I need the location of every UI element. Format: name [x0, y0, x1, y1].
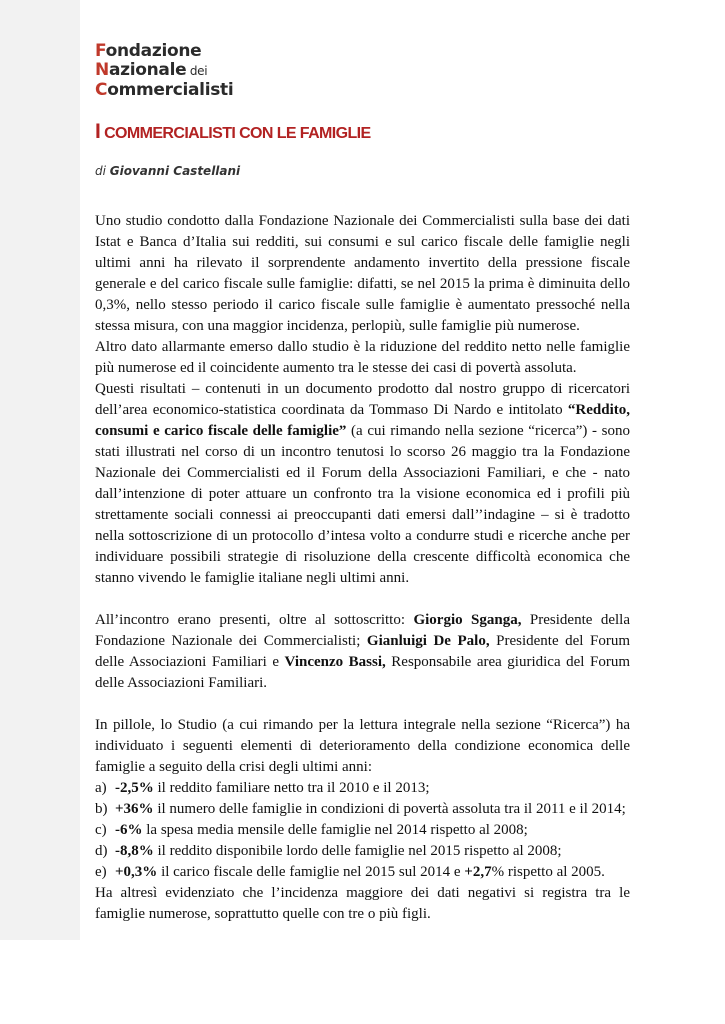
logo-line-3: Commercialisti [95, 80, 234, 100]
logo-line-2: Nazionale dei [95, 60, 208, 80]
foundation-logo [95, 42, 233, 100]
findings-list [95, 778, 630, 883]
list-item: c) -6% la spesa media mensile delle famiglie nel 2014 rispetto al 2008; [95, 822, 528, 838]
logo-line-1: Fondazione [95, 41, 202, 61]
paragraph-1: Uno studio condotto dalla Fondazione Nazionale dei Commercialisti sulla base dei dati Istat e Banca d’Italia sui redditi, sui consumi e sul carico fiscale delle famiglie negli ultimi anni ha rilevato il sorprendente andamento invertito della pressione fiscale generale e del carico fiscale sulle famiglie: difatti, se nel 2015 la prima è diminuita dello 0,3%, nello stesso periodo il carico fiscale sulle famiglie è aumentato pressoché nella stessa misura, con una maggior incidenza, perlopiù, sulle famiglie più numerose. [95, 213, 630, 334]
article-author: di Giovanni Castellani [95, 164, 241, 178]
paragraph-3: Questi risultati – contenuti in un documento prodotto dal nostro gruppo di ricercatori dell’area economico-statistica coordinata da Tommaso Di Nardo e intitolato “Reddito, consumi e carico fiscale delle famiglie” (a cui rimando nella sezione “ricerca”) - sono stati illustrati nel corso di un incontro tenutosi lo scorso 26 maggio tra la Fondazione Nazionale dei Commercialisti ed il Forum della Associazioni Familiari, e che - nato dall’intenzione di poter attuare un confronto tra la visione economica ed i profili più strettamente sociali connessi ai preoccupanti dati emersi dall’’indagine – si è tradotto nella sottoscrizione di un protocollo d’intesa volto a condurre studi e ricerche anche per individuare possibili strategie di risoluzione della crescente difficoltà economica che stanno vivendo le famiglie italiane negli ultimi anni. [95, 381, 630, 586]
paragraph-6: Ha altresì evidenziato che l’incidenza maggiore dei dati negativi si registra tra le famiglie numerose, soprattutto quelle con tre o più figli. [95, 885, 630, 922]
paragraph-5: In pillole, lo Studio (a cui rimando per la lettura integrale nella sezione “Ricerca”) ha individuato i seguenti elementi di deterioramento della condizione economica delle famiglie a seguito della crisi degli ultimi anni: [95, 717, 630, 775]
list-item: b) +36% il numero delle famiglie in condizioni di povertà assoluta tra il 2011 e il 2014; [95, 801, 626, 817]
list-item: e) +0,3% il carico fiscale delle famiglie nel 2015 sul 2014 e +2,7% rispetto al 2005. [95, 864, 605, 880]
article-body [95, 211, 630, 925]
list-item: a) -2,5% il reddito familiare netto tra il 2010 e il 2013; [95, 780, 430, 796]
list-item: d) -8,8% il reddito disponibile lordo delle famiglie nel 2015 rispetto al 2008; [95, 843, 562, 859]
paragraph-4: All’incontro erano presenti, oltre al sottoscritto: Giorgio Sganga, Presidente della Fondazione Nazionale dei Commercialisti; Gianluigi De Palo, Presidente del Forum delle Associazioni Familiari e Vincenzo Bassi, Responsabile area giuridica del Forum delle Associazioni Familiari. [95, 612, 630, 691]
paragraph-2: Altro dato allarmante emerso dallo studio è la riduzione del reddito netto nelle famiglie più numerose ed il coincidente aumento tra le stesse dei casi di povertà assoluta. [95, 339, 630, 376]
page-left-margin [0, 0, 80, 940]
article-title: I COMMERCIALISTI CON LE FAMIGLIE [95, 120, 371, 143]
